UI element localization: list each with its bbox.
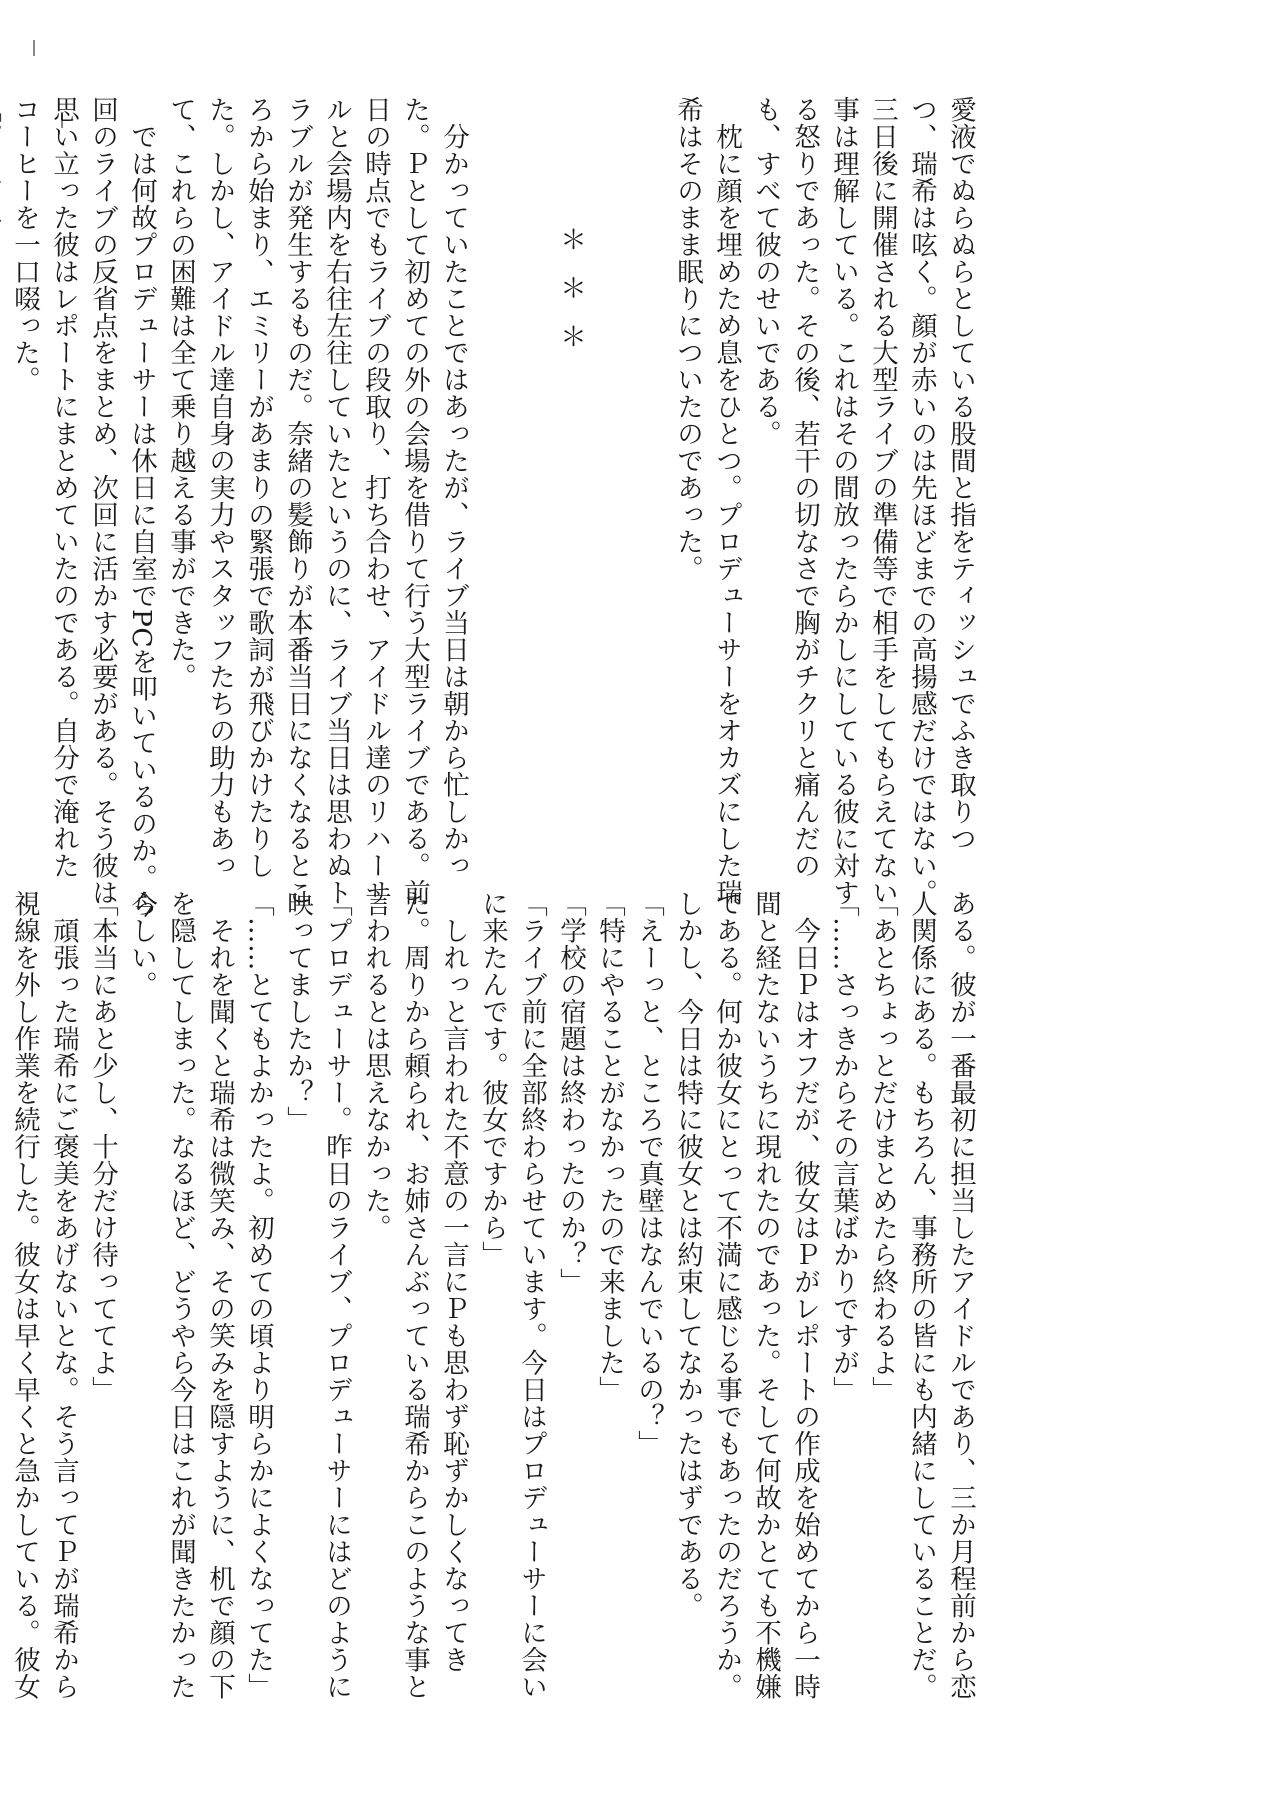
text-column: て、これらの困難は全て乗り越える事ができた。 <box>165 96 196 690</box>
text-column: 「学校の宿題は終わったのか？」 <box>555 890 586 1295</box>
text-column: それを聞くと瑞希は微笑み、その笑みを隠すように、机で顔の下 <box>204 890 235 1700</box>
text-column: 思い立った彼はレポートにまとめていたのである。自分で淹れた <box>48 96 79 879</box>
text-column: つ、瑞希は呟く。顔が赤いのは先ほどまでの高揚感だけではない。 <box>906 96 937 906</box>
scene-break: ＊＊＊ <box>555 226 586 372</box>
text-column: ある。彼が一番最初に担当したアイドルであり、三か月程前から恋 <box>945 890 976 1700</box>
text-column: しかし、今日は特に彼女とは約束してなかったはずである。 <box>672 890 703 1619</box>
text-column <box>629 96 668 866</box>
text-column: しれっと言われた不意の一言にＰも思わず恥ずかしくなってき <box>438 890 469 1673</box>
text-column: 「えーっと、ところで真壁はなんでいるの？」 <box>633 890 664 1457</box>
text-column: 「ライブ前に全部終わらせています。今日はプロデューサーに会い <box>516 890 547 1700</box>
text-column: た。しかし、アイドル達自身の実力やスタッフたちの助力もあっ <box>204 96 235 879</box>
text-column: 「あとちょっとだけまとめたら終わるよ」 <box>867 890 898 1403</box>
text-column: ろから始まり、エミリーがあまりの緊張で歌詞が飛びかけたりし <box>243 96 274 879</box>
text-column: 日の時点でもライブの段取り、打ち合わせ、アイドル達のリハーサ <box>360 96 391 906</box>
text-column: に来たんです。彼女ですから」 <box>477 890 508 1268</box>
text-column: 事は理解している。これはその間放ったらかしにしている彼に対す <box>828 96 859 906</box>
text-column: 「プロデューサー。昨日のライブ、プロデューサーにはどのように <box>321 890 352 1700</box>
text-column: ラブルが発生するものだ。奈緒の髪飾りが本番当日になくなるとこ <box>282 96 313 906</box>
text-column <box>0 96 5 866</box>
text-column: 回のライブの反省点をまとめ、次回に活かす必要がある。そう彼は <box>87 96 118 906</box>
text-column: 人関係にある。もちろん、事務所の皆にも内緒にしていることだ。 <box>906 890 937 1700</box>
text-column: では何故プロデューサーは休日に自室でPCを叩いているのか。今 <box>126 96 157 919</box>
text-column: た。Ｐとして初めての外の会場を借りて行う大型ライブである。前 <box>399 96 430 906</box>
text-column: ルと会場内を右往左往していたというのに、ライブ当日は思わぬト <box>321 96 352 906</box>
text-column: 枕に顔を埋めため息をひとつ。プロデューサーをオカズにした瑞 <box>711 96 742 906</box>
text-column: コーヒーを一口啜った。 <box>9 96 40 393</box>
text-column: 間と経たないうちに現れたのであった。そして何故かとても不機嫌 <box>750 890 781 1700</box>
text-column: 映ってましたか？」 <box>282 890 313 1133</box>
text-column <box>473 96 512 866</box>
text-column: 愛液でぬらぬらとしている股間と指をティッシュでふき取りつ <box>945 96 976 852</box>
lower-text-block <box>5 890 980 1710</box>
text-column: を隠してしまった。なるほど、どうやら今日はこれが聞きたかった <box>165 890 196 1700</box>
text-column: も、すべて彼のせいである。 <box>750 96 781 447</box>
text-column: た。周りから頼られ、お姉さんぶっている瑞希からこのような事と <box>399 890 430 1700</box>
text-column: 頑張った瑞希にご褒美をあげないとな。そう言ってＰが瑞希から <box>48 890 79 1700</box>
text-column: 今日Ｐはオフだが、彼女はＰがレポートの作成を始めてから一時 <box>789 890 820 1700</box>
upper-text-block <box>0 96 980 919</box>
text-column: らしい。 <box>126 890 157 998</box>
text-column: 言われるとは思えなかった。 <box>360 890 391 1241</box>
text-column: である。何か彼女にとって不満に感じる事でもあったのだろうか。 <box>711 890 742 1700</box>
text-column: 分かっていたことではあったが、ライブ当日は朝から忙しかっ <box>438 96 469 879</box>
text-column: 「特にやることがなかったので来ました」 <box>594 890 625 1403</box>
text-column: 「……とてもよかったよ。初めての頃より明らかによくなってた」 <box>243 890 274 1700</box>
text-column: 「本当にあと少し、十分だけ待っててよ」 <box>87 890 118 1403</box>
text-column: る怒りであった。その後、若干の切なさで胸がチクリと痛んだの <box>789 96 820 879</box>
text-column: 三日後に開催される大型ライブの準備等で相手をしてもらえてない <box>867 96 898 906</box>
scan-mark <box>33 40 35 56</box>
text-column <box>590 96 629 866</box>
text-column <box>512 96 551 866</box>
text-column: 視線を外し作業を続行した。彼女は早く早くと急かしている。彼女 <box>9 890 40 1700</box>
text-column: 「……さっきからその言葉ばかりですが」 <box>828 890 859 1403</box>
text-column: 希はそのまま眠りについたのであった。 <box>672 96 703 582</box>
